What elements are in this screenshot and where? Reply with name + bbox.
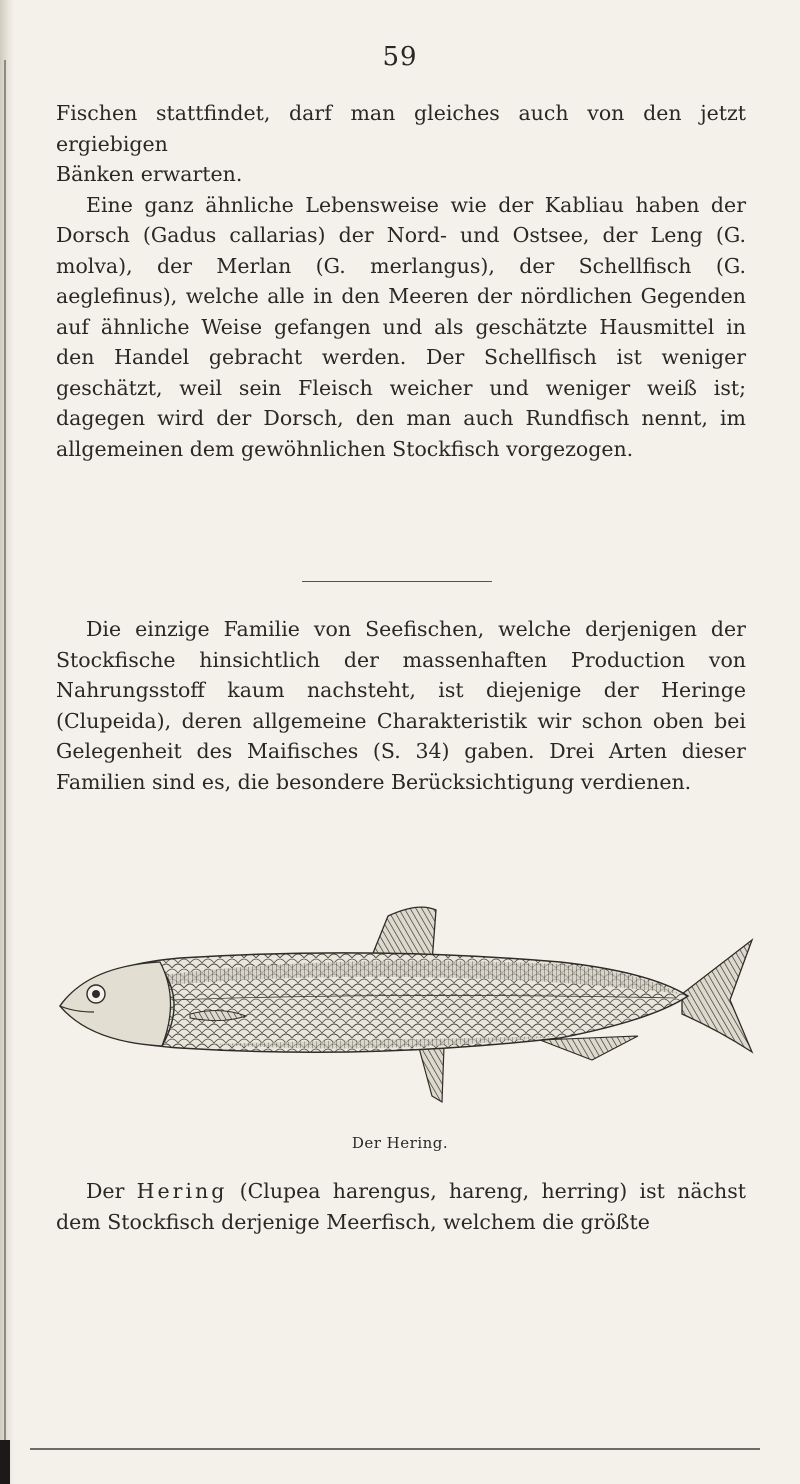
section-separator-line [302,581,492,582]
fish-pupil [92,990,100,998]
ventral-fin [418,1044,444,1102]
paragraph-hering-lead: Der [86,1179,137,1203]
fish-head [60,962,171,1046]
paragraph-dorsch: Eine ganz ähnliche Lebensweise wie der Kabliau haben der Dorsch (Gadus callarias) der Nord- und Ostsee, der Leng (G. molva), der Merlan (G. merlangus), der Schellfisch (G. aeglefinus), welche alle in den Meeren der nördlichen Gegenden auf ähnliche Weise gefangen und als geschätzte Hausmittel in den Handel gebracht werden. Der Schellfisch ist weniger geschätzt, weil sein Fleisch weicher und weniger weiß ist; dagegen wird der Dorsch, den man auch Rundfisch nennt, im allgemeinen dem gewöhnlichen Stockfisch vorgezogen. [56,192,746,461]
text-block-middle [56,614,746,797]
anal-fin [540,1036,638,1060]
paragraph-hering [56,1176,746,1237]
hering-term: Hering [136,1179,228,1203]
herring-illustration [40,888,760,1126]
page-corner-mark [0,1440,10,1484]
paragraph-hering-rest: (Clupea harengus, hareng, herring) ist nächst dem Stockfisch derjenige Meerfisch, welchem die größte [56,1179,746,1234]
paragraph-heringe: Die einzige Familie von Seefischen, welche derjenigen der Stockfische hinsichtlich der massenhaften Production von Nahrungsstoff kaum nachsteht, ist diejenige der Heringe (Clupeida), deren allgemeine Charakteristik wir schon oben bei Gelegenheit des Maifisches (S. 34) gaben. Drei Arten dieser Familien sind es, die besondere Berücksichtigung verdienen. [56,617,746,794]
figure-caption: Der Hering. [351,1134,449,1152]
binding-edge-line [4,60,6,1460]
text-block-top [56,98,746,464]
paragraph-continuation [56,98,746,190]
page-number: 59 [382,42,418,72]
paragraph-continuation-line2: Bänken erwarten. [56,162,243,186]
paragraph-continuation-line1: Fischen stattfindet, darf man gleiches auch von den jetzt ergiebigen [56,101,746,156]
bottom-edge-line [30,1448,760,1450]
page-binding-shadow [0,0,14,1484]
tail-fin [682,940,752,1052]
text-block-bottom [56,1176,746,1237]
